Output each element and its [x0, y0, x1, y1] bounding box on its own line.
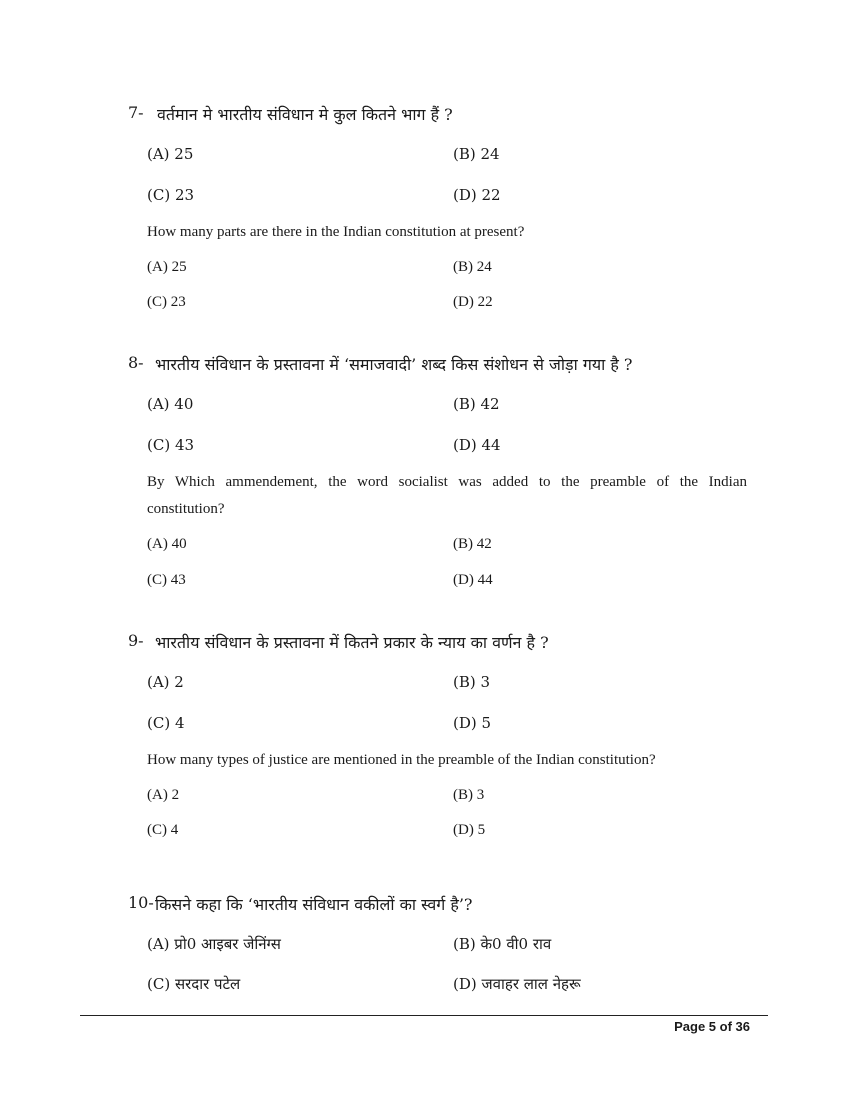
page-number: Page 5 of 36	[674, 1019, 750, 1034]
option-c: (C) 23	[147, 186, 195, 204]
option-d: (D) 5	[453, 714, 492, 732]
english-option-c: (C) 23	[147, 294, 186, 310]
english-option-d: (D) 5	[453, 822, 486, 838]
question-number: 9-	[128, 631, 144, 650]
question-text-english: By Which ammendement, the word socialist was added to the preamble of the Indian	[147, 474, 747, 490]
option-b: (B) 3	[453, 673, 491, 691]
question-number: 7-	[128, 103, 144, 122]
footer-divider	[80, 1015, 768, 1016]
option-a: (A) प्रो0 आइबर जेनिंग्स	[147, 935, 281, 953]
question-number: 8-	[128, 353, 144, 372]
option-d: (D) जवाहर लाल नेहरू	[453, 975, 581, 993]
option-b: (B) 24	[453, 145, 500, 163]
english-option-b: (B) 24	[453, 259, 492, 275]
option-c: (C) सरदार पटेल	[147, 975, 241, 993]
english-option-b: (B) 3	[453, 787, 485, 803]
english-option-d: (D) 44	[453, 572, 493, 588]
english-option-a: (A) 2	[147, 787, 180, 803]
question-text-english-continued: constitution?	[147, 501, 225, 517]
option-c: (C) 43	[147, 436, 195, 454]
question-text-hindi: भारतीय संविधान के प्रस्तावना में ‘समाजवादी’ शब्द किस संशोधन से जोड़ा गया है ?	[155, 355, 633, 374]
english-option-b: (B) 42	[453, 536, 492, 552]
english-option-a: (A) 40	[147, 536, 187, 552]
option-a: (A) 25	[147, 145, 194, 163]
english-option-c: (C) 4	[147, 822, 179, 838]
option-a: (A) 2	[147, 673, 184, 691]
english-option-c: (C) 43	[147, 572, 186, 588]
option-d: (D) 44	[453, 436, 501, 454]
english-option-a: (A) 25	[147, 259, 187, 275]
option-b: (B) 42	[453, 395, 500, 413]
question-text-english: How many types of justice are mentioned in the preamble of the Indian constitution?	[147, 752, 656, 768]
question-text-hindi: वर्तमान मे भारतीय संविधान मे कुल कितने भाग हैं ?	[157, 105, 453, 124]
option-c: (C) 4	[147, 714, 185, 732]
english-option-d: (D) 22	[453, 294, 493, 310]
question-text-hindi: भारतीय संविधान के प्रस्तावना में कितने प्रकार के न्याय का वर्णन है ?	[155, 633, 549, 652]
question-number: 10-	[128, 893, 154, 912]
question-text-english: How many parts are there in the Indian constitution at present?	[147, 224, 525, 240]
option-a: (A) 40	[147, 395, 194, 413]
option-d: (D) 22	[453, 186, 501, 204]
option-b: (B) के0 वी0 राव	[453, 935, 552, 953]
question-text-hindi: किसने कहा कि ‘भारतीय संविधान वकीलों का स्वर्ग है’?	[155, 895, 473, 914]
